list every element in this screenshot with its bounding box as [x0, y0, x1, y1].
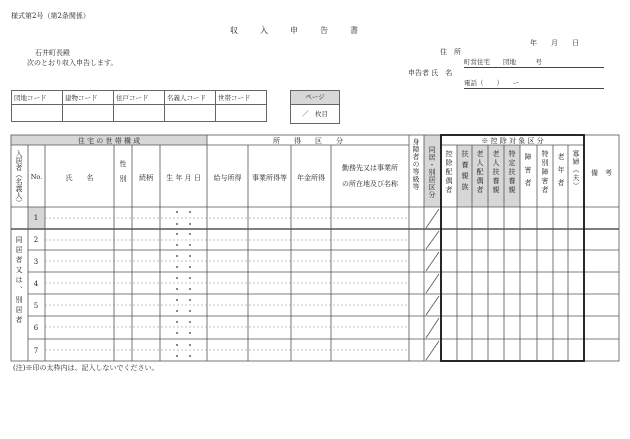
col-special-disabled: 特別障害者	[541, 150, 549, 195]
applicant-label: 申告者 氏 名	[408, 69, 453, 77]
intro-text: 次のとおり収入申告します。	[27, 59, 118, 67]
code-label: 名義人コード	[165, 91, 216, 105]
side-label-cohabitants: 同居者又は、別居者	[15, 236, 23, 326]
col-disability-grade: 身障者の等級等	[412, 138, 420, 191]
address-label: 住 所	[440, 48, 461, 56]
col-disabled: 障害者	[524, 153, 532, 192]
code-label: 団地コード	[12, 91, 63, 105]
code-label: 住戸コード	[114, 91, 165, 105]
col-pension: 年金所得	[297, 174, 325, 182]
col-special-dependent: 特定扶養親	[508, 150, 516, 195]
phone-field[interactable]: 電話（ ） ー	[464, 80, 604, 89]
address-field[interactable]: 町営住宅 団地 号	[464, 59, 604, 68]
col-business: 事業所得等	[252, 174, 287, 182]
group-income-header: 所 得 区 分	[273, 137, 343, 145]
col-deduction-spouse: 控除配偶者	[445, 150, 453, 195]
col-aged: 老年者	[557, 153, 565, 192]
code-label: 世帯コード	[216, 91, 267, 105]
col-living-status: 同居・別居区分	[428, 146, 436, 199]
col-name: 氏 名	[65, 174, 94, 182]
row-number: 1	[33, 214, 39, 222]
group-household-header: 住 宅 の 世 帯 構 成	[77, 137, 141, 145]
form-number: 様式第2号（第2条関係）	[11, 12, 90, 20]
row-number: 6	[33, 324, 39, 332]
col-workplace	[331, 163, 409, 189]
row-number: 4	[33, 280, 39, 288]
page-label: ページ	[291, 91, 339, 105]
col-dependent: 扶養親族	[461, 150, 469, 194]
addressee: 石井町長殿	[35, 49, 70, 57]
side-label-tenant: 入居者（名義人）	[15, 150, 23, 206]
col-elder-spouse: 老人配偶者	[476, 150, 484, 195]
col-workplace-line1: 勤務先又は事業所	[342, 164, 398, 172]
page-title: 収入申告書	[230, 26, 380, 35]
col-birthdate: 生 年 月 日	[166, 174, 201, 182]
col-relation: 続柄	[139, 174, 153, 182]
col-salary: 給与所得	[213, 174, 242, 182]
col-no: No.	[30, 173, 43, 181]
date-line: 年 月 日	[530, 39, 579, 47]
col-sex: 性別	[119, 160, 127, 190]
code-label: 建物コード	[63, 91, 114, 105]
col-workplace-line2: の所在地及び名称	[342, 180, 398, 188]
row-number: 5	[33, 302, 39, 310]
col-widow: 寡婦（夫）	[572, 150, 580, 190]
row-number: 7	[33, 347, 39, 355]
col-remarks: 備 考	[591, 169, 612, 177]
row-number: 3	[33, 258, 39, 266]
row-number: 2	[33, 236, 39, 244]
page-value[interactable]: ／ 枚目	[302, 110, 328, 118]
footnote: (注)※印の太枠内は、記入しないでください。	[13, 364, 159, 372]
col-elder-dependent: 老人扶養親	[492, 150, 500, 195]
group-deduction-header: ※ 控 除 対 象 区 分	[481, 137, 544, 145]
